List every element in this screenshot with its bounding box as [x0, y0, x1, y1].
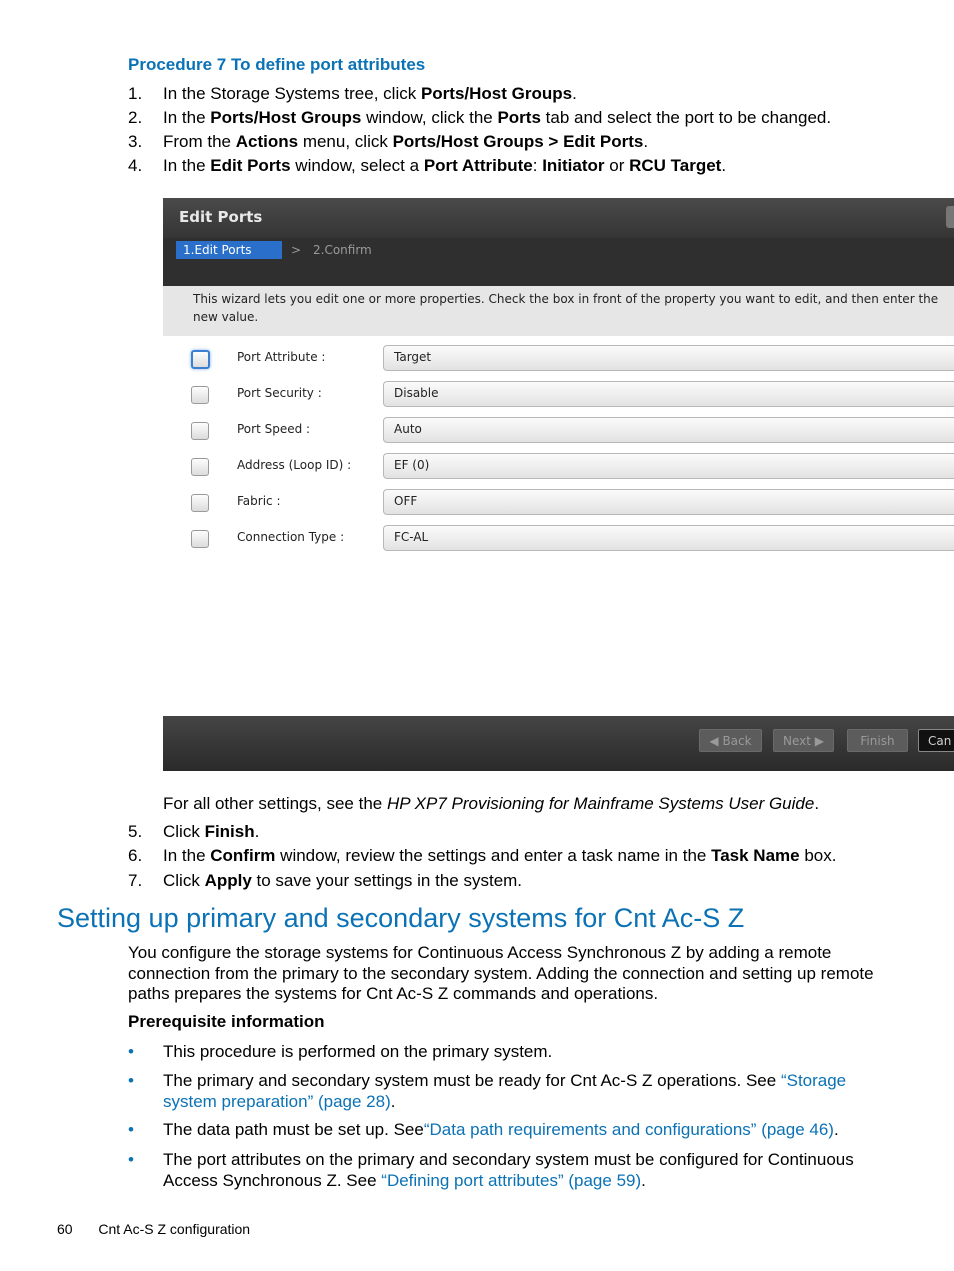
section-paragraph-line-1: You configure the storage systems for Continuous Access Synchronous Z by adding a remote — [128, 943, 832, 962]
bullet-text: The data path must be set up. See — [163, 1120, 424, 1139]
storage-prep-link[interactable]: “Storage — [780, 1071, 847, 1090]
field-row-port-security — [163, 381, 954, 411]
field-label: Port Speed : — [237, 422, 311, 436]
step-bold: Apply — [204, 871, 252, 890]
wizard-steps — [163, 238, 954, 286]
field-row-address — [163, 453, 954, 483]
procedure-title: Procedure 7 To define port attributes — [128, 55, 426, 74]
step-text: . — [572, 84, 577, 103]
storage-prep-link[interactable]: system preparation” (page 28) — [163, 1092, 391, 1111]
step-text: box. — [799, 846, 837, 865]
fabric-checkbox[interactable] — [191, 494, 209, 512]
defining-port-attributes-link[interactable]: “Defining port attributes” (page 59) — [381, 1171, 642, 1190]
step-bold: Ports/Host Groups — [210, 108, 362, 127]
step-text: In the — [163, 156, 211, 175]
step-bold: Confirm — [210, 846, 276, 865]
bullet-text: . — [641, 1171, 646, 1190]
bullet-icon: • — [128, 1120, 134, 1139]
step-text: tab and select the port to be changed. — [540, 108, 832, 127]
bullet-icon: • — [128, 1071, 134, 1090]
step-text: . — [721, 156, 727, 175]
step-text: In the Storage Systems tree, click — [163, 84, 421, 103]
guide-title: HP XP7 Provisioning for Mainframe Systems User Guide — [386, 794, 815, 813]
address-checkbox[interactable] — [191, 458, 209, 476]
data-path-link[interactable]: “Data path requirements and configurations” (page 46) — [423, 1120, 834, 1139]
bullet-text: This procedure is performed on the primary system. — [163, 1042, 553, 1061]
prerequisite-heading: Prerequisite information — [128, 1012, 325, 1031]
step-bold: Edit Ports — [210, 156, 291, 175]
step-bold: Ports/Host Groups > Edit Ports — [392, 132, 644, 151]
port-attribute-checkbox[interactable] — [191, 350, 210, 369]
step-bold: Finish — [204, 822, 255, 841]
step-number: 6. — [128, 846, 143, 865]
footer-title: Cnt Ac-S Z configuration — [98, 1221, 251, 1237]
dialog-title: Edit Ports — [179, 208, 263, 226]
step-text: window, select a — [290, 156, 424, 175]
page-footer — [57, 1221, 250, 1237]
bullet-text: Access Synchronous Z. See — [163, 1171, 382, 1190]
step-text: : — [532, 156, 543, 175]
step-text: window, click the — [361, 108, 498, 127]
field-value: FC-AL — [394, 530, 429, 544]
port-attribute-select[interactable] — [383, 345, 954, 371]
field-label: Connection Type : — [237, 530, 345, 544]
dialog-title-bar — [163, 198, 954, 239]
back-button[interactable]: ◀ Back — [699, 729, 762, 752]
step-text: In the — [163, 108, 211, 127]
port-security-select[interactable] — [383, 381, 954, 407]
field-value: OFF — [394, 494, 418, 508]
field-label: Fabric : — [237, 494, 281, 508]
field-value: Target — [394, 350, 432, 364]
wizard-step-active[interactable]: 1.Edit Ports — [176, 241, 282, 259]
field-row-connection-type — [163, 525, 954, 555]
step-text: Click — [163, 871, 205, 890]
bullet-icon: • — [128, 1042, 134, 1061]
wizard-step-separator: > — [291, 243, 302, 257]
section-paragraph-line-2: connection from the primary to the secondary system. Adding the connection and setting up remote — [128, 964, 874, 983]
note-text: For all other settings, see the — [163, 794, 387, 813]
cancel-button[interactable]: Can — [918, 729, 954, 752]
step-bold: Ports — [497, 108, 541, 127]
bullet-text: The port attributes on the primary and secondary system must be configured for Continuous — [163, 1150, 854, 1169]
step-text: Click — [163, 822, 205, 841]
note-text: . — [814, 794, 820, 813]
edit-ports-dialog — [163, 198, 954, 771]
step-bold: RCU Target — [629, 156, 722, 175]
bullet-text: . — [390, 1092, 396, 1111]
finish-button[interactable]: Finish — [847, 729, 908, 752]
field-value: Auto — [394, 422, 422, 436]
step-bold: Port Attribute — [423, 156, 533, 175]
field-label: Port Security : — [237, 386, 322, 400]
dialog-footer — [163, 716, 954, 771]
step-number: 1. — [128, 84, 143, 103]
field-row-port-attribute — [163, 345, 954, 375]
step-bold: Initiator — [542, 156, 605, 175]
step-bold: Ports/Host Groups — [420, 84, 573, 103]
port-speed-select[interactable] — [383, 417, 954, 443]
bullet-text: . — [833, 1120, 839, 1139]
step-text: In the — [163, 846, 211, 865]
page-number: 60 — [57, 1221, 73, 1237]
address-select[interactable] — [383, 453, 954, 479]
wizard-step-confirm[interactable]: 2.Confirm — [313, 243, 372, 257]
next-button[interactable]: Next ▶ — [773, 729, 834, 752]
step-number: 2. — [128, 108, 143, 127]
step-text: . — [643, 132, 649, 151]
field-value: Disable — [394, 386, 439, 400]
port-security-checkbox[interactable] — [191, 386, 209, 404]
step-text: window, review the settings and enter a task name in the — [275, 846, 712, 865]
step-text: From the — [163, 132, 236, 151]
step-text: to save your settings in the system. — [251, 871, 523, 890]
other-settings-note — [163, 793, 819, 814]
step-text: or — [604, 156, 630, 175]
wizard-instructions-text: This wizard lets you edit one or more properties. Check the box in front of the property you want to edit, and then enter the new value. — [193, 292, 939, 324]
step-bold: Task Name — [711, 846, 800, 865]
step-number: 7. — [128, 871, 143, 890]
field-value: EF (0) — [394, 458, 430, 472]
connection-type-checkbox[interactable] — [191, 530, 209, 548]
field-label: Address (Loop ID) : — [237, 458, 352, 472]
port-speed-checkbox[interactable] — [191, 422, 209, 440]
step-number: 4. — [128, 156, 143, 175]
step-text: . — [254, 822, 260, 841]
step-number: 5. — [128, 822, 143, 841]
fabric-select[interactable] — [383, 489, 954, 515]
step-text: menu, click — [298, 132, 393, 151]
field-row-fabric — [163, 489, 954, 519]
bullet-icon: • — [128, 1150, 134, 1169]
window-control-button[interactable] — [946, 206, 954, 228]
section-paragraph-line-3: paths prepares the systems for Cnt Ac-S Z commands and operations. — [128, 984, 659, 1003]
field-label: Port Attribute : — [237, 350, 326, 364]
bullet-text: The primary and secondary system must be ready for Cnt Ac-S Z operations. See — [163, 1071, 781, 1090]
wizard-instructions — [163, 286, 954, 336]
step-bold: Actions — [235, 132, 299, 151]
field-row-port-speed — [163, 417, 954, 447]
step-number: 3. — [128, 132, 143, 151]
section-heading: Setting up primary and secondary systems for Cnt Ac-S Z — [57, 903, 745, 933]
dialog-body — [163, 286, 954, 716]
connection-type-select[interactable] — [383, 525, 954, 551]
